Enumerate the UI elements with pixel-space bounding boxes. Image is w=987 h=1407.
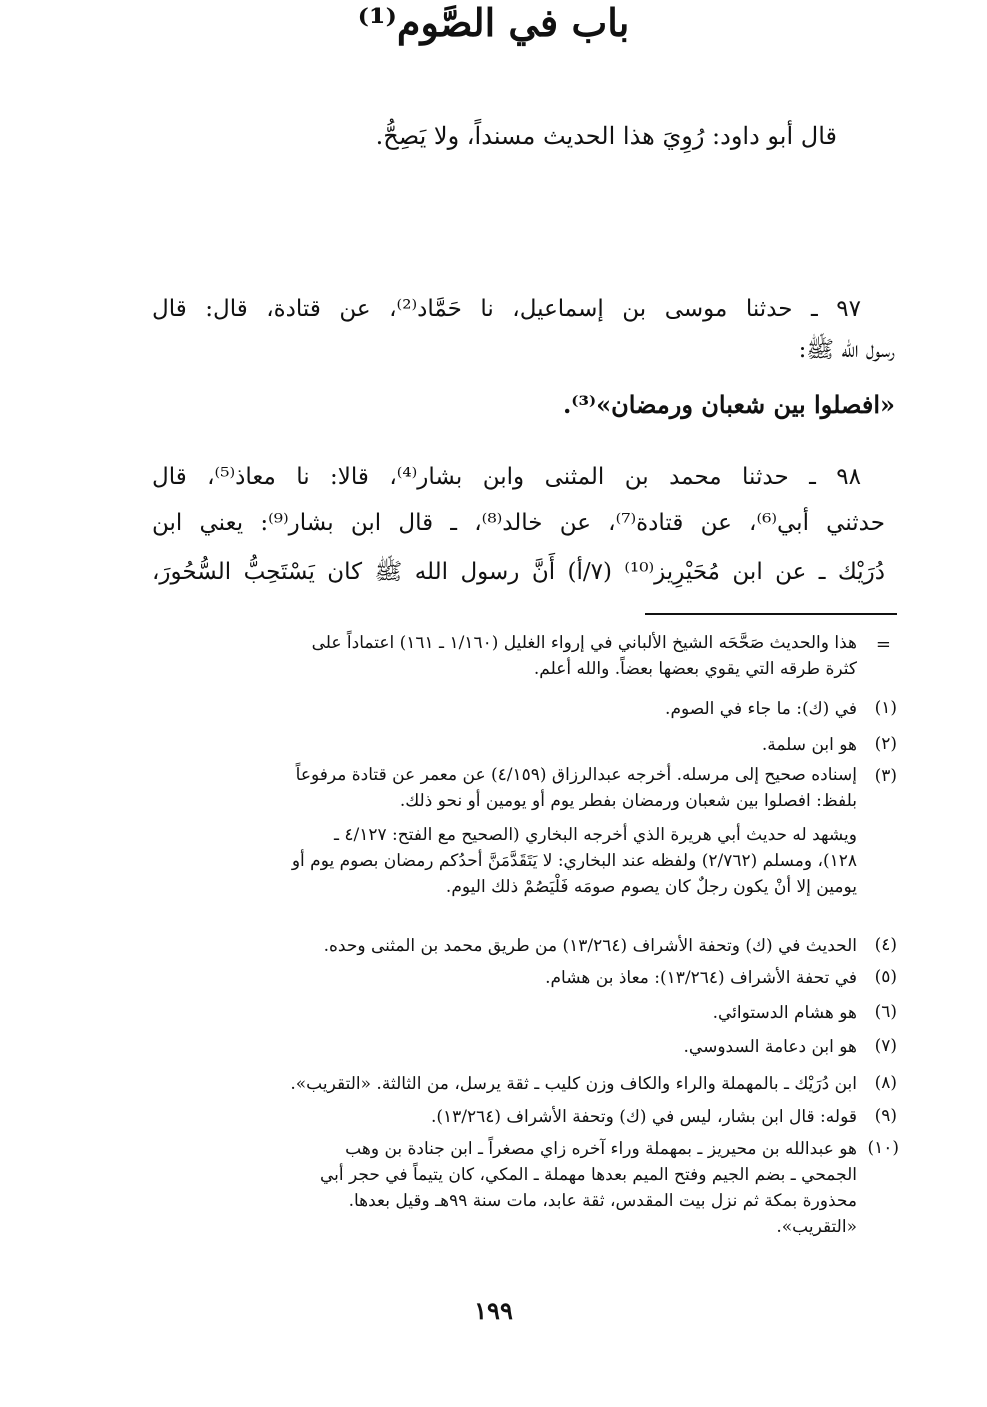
- footnote-line: هذا والحديث صَحَّحَه الشيخ الألباني في إرواء الغليل (١/١٦٠ ـ ١٦١) اعتماداً على: [311, 633, 857, 653]
- footnote-7: هو ابن دعامة السدوسي.: [683, 1037, 857, 1057]
- footnote-2: هو ابن سلمة.: [761, 735, 857, 755]
- footnote-number: (٢): [874, 734, 897, 754]
- footnote-8: ابن دُرَيْك ـ بالمهملة والراء والكاف وزن كليب ـ ثقة يرسل، من الثالثة. «التقريب».: [290, 1074, 857, 1094]
- footnote-number: (٩): [874, 1106, 897, 1126]
- footnote-line: بلفظ: افصلوا بين شعبان ورمضان بفطر يوم أو يومين أو نحو ذلك.: [399, 791, 857, 811]
- footnote-number: (١): [874, 698, 897, 718]
- footnote-continuation-marker: =: [875, 634, 891, 655]
- footnote-line: إسناده صحيح إلى مرسله. أخرجه عبدالرزاق (٤/١٥٩) عن معمر عن قتادة مرفوعاً: [295, 765, 857, 785]
- footnote-6: هو هشام الدستوائي.: [712, 1003, 857, 1023]
- footnote-number: (٣): [874, 766, 897, 786]
- footnote-number: (٨): [874, 1073, 897, 1093]
- footnote-3: [147, 762, 857, 900]
- footnote-separator: [645, 613, 897, 615]
- footnote-number: (٥): [874, 967, 897, 987]
- footnote-line: ١٢٨)، ومسلم (٢/٧٦٢) ولفظه عند البخاري: لا يَتَقَدَّمَنَّ أحدُكم رمضان بصوم يوم أو: [291, 851, 857, 871]
- footnote-line: كثرة طرقه التي يقوي بعضها بعضاً. والله أعلم.: [533, 659, 857, 679]
- footnote-line: الجمحي ـ بضم الجيم وفتح الميم بعدها مهملة ـ المكي، كان يتيماً في حجر أبي: [319, 1165, 857, 1185]
- footnote-line: هو عبدالله بن محيريز ـ بمهملة وراء آخره زاي مصغراً ـ ابن جنادة بن وهب: [345, 1139, 857, 1159]
- footnote-line: يومين إلا أنْ يكون رجلٌ كان يصوم صومَه فَلْيَصُمْ ذلك اليوم.: [445, 877, 857, 897]
- hadith-97-line-1: ٩٧ ـ حدثنا موسى بن إسماعيل، نا حَمَّاد⁽²⁾، عن قتادة، قال: قال: [152, 296, 861, 322]
- page-number: ١٩٩: [474, 1296, 513, 1325]
- hadith-98-line-2: حدثني أبي⁽⁶⁾، عن قتادة⁽⁷⁾، عن خالد⁽⁸⁾، ـ قال ابن بشار⁽⁹⁾: يعني ابن: [152, 510, 885, 536]
- footnote-number: (١٠): [867, 1138, 899, 1158]
- hadith-98-line-3: دُرَيْك ـ عن ابن مُحَيْرِيز⁽¹⁰⁾ (٧/أ) أَنَّ رسول الله ﷺ كان يَسْتَحِبُّ السُّحُورَ،: [152, 559, 886, 585]
- footnote-number: (٧): [874, 1036, 897, 1056]
- hadith-97-line-2: رسول الله ﷺ:: [798, 337, 895, 363]
- footnote-line: ويشهد له حديث أبي هريرة الذي أخرجه البخاري (الصحيح مع الفتح: ٤/١٢٧ ـ: [333, 825, 857, 845]
- hadith-98-line-1: ٩٨ ـ حدثنا محمد بن المثنى وابن بشار⁽⁴⁾، قالا: نا معاذ⁽⁵⁾، قال: [152, 464, 861, 490]
- footnote-1: في (ك): ما جاء في الصوم.: [665, 699, 857, 719]
- hadith-97-quote: «افصلوا بين شعبان ورمضان»⁽³⁾.: [562, 390, 895, 419]
- footnote-5: في تحفة الأشراف (١٣/٢٦٤): معاذ بن هشام.: [545, 968, 857, 988]
- chapter-heading: باب في الصَّوم⁽¹⁾: [357, 0, 630, 45]
- footnote-line: «التقريب».: [776, 1217, 857, 1237]
- intro-line: قال أبو داود: رُوِيَ هذا الحديث مسنداً، ولا يَصِحُّ.: [375, 122, 837, 150]
- footnote-continuation: [167, 630, 857, 682]
- footnote-4: الحديث في (ك) وتحفة الأشراف (١٣/٢٦٤) من طريق محمد بن المثنى وحده.: [323, 936, 857, 956]
- footnote-line: محذورة بمكة ثم نزل بيت المقدس، ثقة عابد، مات سنة ٩٩هـ وقيل بعدها.: [348, 1191, 857, 1211]
- footnote-number: (٦): [874, 1002, 897, 1022]
- footnote-number: (٤): [874, 935, 897, 955]
- footnote-9: قوله: قال ابن بشار، ليس في (ك) وتحفة الأشراف (١٣/٢٦٤).: [430, 1107, 857, 1127]
- footnote-10: [147, 1136, 857, 1240]
